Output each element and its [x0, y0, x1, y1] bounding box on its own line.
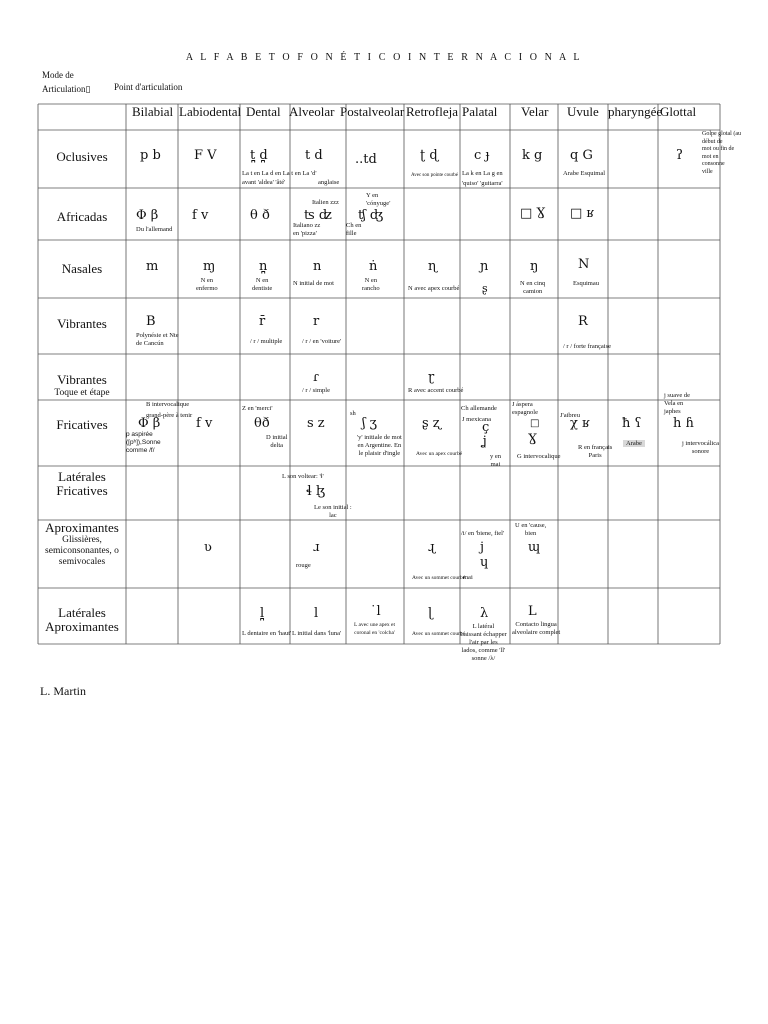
row-header-vibrantes-tap: Vibrantes	[57, 372, 107, 387]
note-ocl-uvule: Arabe Esquimal	[563, 170, 606, 177]
symbol-apr-palatal-2: ɥ	[480, 555, 489, 570]
col-header-retrofleja: Retrofleja	[406, 104, 458, 119]
symbol-tap-retrofleja: ɽ	[428, 370, 435, 385]
symbol-lap-retrofleja: ɭ	[428, 606, 433, 621]
col-header-bilabial: Bilabial	[132, 104, 174, 119]
symbol-ocl-retrofleja: ʈ ɖ	[420, 148, 438, 163]
symbol-vib-uvule: R	[578, 314, 588, 329]
symbol-nas-palatal: ɲ	[480, 259, 489, 274]
symbol-lap-dental-glyph: l̪	[260, 606, 265, 621]
row-header-aproximantes	[38, 521, 126, 568]
note-latf-alveolar-2: Le son initial : lac	[314, 504, 352, 519]
note-nas-postalveolar: N en rancho	[362, 277, 380, 292]
note-vib-alveolar: / r / en 'voiture'	[302, 338, 342, 345]
note-tap-alveolar: / r / simple	[302, 387, 330, 394]
note-ocl-dental-1: La t en La d en La t en La 'd'	[242, 170, 317, 177]
symbol-fri-bilabial: Φ β	[138, 416, 161, 431]
symbol-fri-palatal-1: ç	[482, 420, 490, 435]
symbol-fri-retrofleja: ʂ ʐ	[422, 416, 441, 431]
row-header-lateral-fricatives-line1: Latérales	[58, 469, 106, 484]
symbol-nas-bilabial: m	[146, 259, 159, 274]
symbol-afr-alveolar: ʦ ʣ	[304, 208, 332, 223]
note-vib-dental: / r / multiple	[250, 338, 283, 345]
note-fri-palatal-1: Ch allemande	[461, 405, 497, 412]
note-fri-palatal-2: J mexicana	[462, 416, 492, 423]
symbol-ocl-bilabial: p b	[140, 148, 161, 163]
row-header-fricatives: Fricatives	[56, 417, 108, 432]
symbol-nas-alveolar: n	[313, 259, 322, 274]
symbol-fri-palatal-2: ʝ	[482, 434, 487, 449]
row-header-aproximantes-line4: semivocales	[58, 557, 106, 567]
note-tap-glottal: j suave de Vela en japhes	[664, 392, 690, 415]
note-fri-dental-1: Z en 'merci'	[242, 405, 273, 412]
note-afr-bilabial: Du l'allemand	[136, 226, 173, 233]
row-header-lateral-fricatives-line2: Fricatives	[56, 483, 108, 498]
symbol-vib-alveolar: r	[313, 314, 320, 329]
note-nas-uvule: Esquimau	[573, 280, 599, 287]
symbol-nas-velar: ŋ	[530, 259, 539, 274]
symbol-nas-retrofleja: ɳ	[428, 259, 438, 274]
row-header-lateral-aproximantes-line2: Aproximantes	[45, 619, 119, 634]
symbol-apr-labiodental: ʋ	[204, 540, 212, 555]
row-header-oclusives: Oclusives	[56, 149, 108, 164]
note-fri-velar-1: J áspera espagnole	[512, 401, 538, 416]
row-header-lateral-aproximantes	[38, 606, 126, 634]
note-vib-uvule: / r / forte française	[563, 343, 612, 350]
symbol-nas-uvule: N	[578, 257, 590, 272]
note-fri-bilabial-3: p aspirée ([pʰ]),Sonne comme /f/	[126, 431, 161, 454]
symbol-lap-alveolar: l	[314, 606, 319, 621]
symbol-ocl-palatal: c ɟ	[474, 148, 490, 163]
symbol-ocl-velar: k g	[522, 148, 543, 163]
note-apr-retrofleja: Avec un sommet courbé	[412, 575, 466, 581]
note-ocl-retrofleja: Avec son pointe courbé	[411, 173, 458, 178]
note-apr-velar: U en 'cause, bien	[515, 522, 547, 537]
missing-glyph-icon: ▯	[85, 84, 91, 94]
note-lap-velar: Contacto lingua alveolaire complet	[512, 621, 561, 636]
note-lap-palatal: L latéral Laissant échapper l'air par les lados, comme 'll' sonne /λ/	[460, 623, 507, 662]
col-header-velar: Velar	[521, 104, 549, 119]
note-nas-labiodental: N en enfermo	[196, 277, 218, 292]
note-fri-uvule-2: R en français Paris	[578, 444, 613, 459]
note-tap-retrofleja: R avec accent courbé	[408, 387, 464, 394]
mode-label-line1: Mode de	[42, 70, 74, 80]
note-fri-postalveolar-1: sh	[350, 410, 356, 417]
note-nas-dental: N en dentiste	[252, 277, 273, 292]
note-nas-velar: N en cinq camion	[520, 280, 546, 295]
symbol-fri-uvule: χ ʁ	[570, 416, 590, 431]
col-header-alveolar: Alveolar	[289, 104, 335, 119]
symbol-afr-postalveolar: ʧ ʤ	[358, 208, 384, 223]
symbol-ocl-dental: t̪ d̪	[250, 148, 268, 163]
symbol-lap-velar: L	[528, 604, 537, 619]
note-afr-alveolar-2: Italiano zz en 'pizza'	[293, 222, 321, 237]
col-header-uvule: Uvule	[567, 104, 599, 119]
symbol-latf-alveolar: ɬ ɮ	[306, 484, 326, 499]
row-header-lateral-fricatives	[38, 470, 126, 498]
symbol-ocl-uvule: q G	[570, 148, 593, 163]
row-header-vibrantes: Vibrantes	[57, 316, 107, 331]
note-nas-alveolar: N initial de mot	[293, 280, 334, 287]
symbol-ocl-alveolar: t d	[305, 148, 323, 163]
symbol-fri-dental: θð	[254, 416, 270, 431]
note-fri-palatal-3: y en mai	[490, 453, 502, 468]
symbol-vib-dental: r̄	[259, 314, 266, 329]
row-header-aproximantes-line2: Glissières,	[62, 535, 102, 545]
col-header-dental: Dental	[246, 104, 281, 119]
symbol-nas-palatal-extra: ʂ	[482, 282, 488, 295]
mode-label	[42, 68, 90, 96]
col-header-pharyngee: pharyngée	[608, 104, 663, 119]
symbol-apr-palatal-1: j	[480, 540, 485, 555]
symbol-lap-palatal: λ	[480, 606, 489, 621]
symbol-fri-labiodental: f v	[196, 416, 213, 431]
symbol-nas-postalveolar: ṅ	[369, 259, 378, 274]
note-fri-postalveolar-2: 'y' initiale de mot en Argentine. En le plaisir d'ingle	[357, 434, 402, 457]
col-header-palatal: Palatal	[462, 104, 498, 119]
note-fri-velar-2: G intervocalique	[517, 453, 561, 460]
symbol-ocl-labiodental: F V	[194, 148, 217, 163]
note-lap-retrofleja: Avec un sommet courbé	[412, 631, 466, 637]
symbol-fri-alveolar: s z	[307, 416, 325, 431]
row-header-nasales: Nasales	[61, 261, 103, 276]
note-lap-postalveolar: L avec une apex et coronal en 'colcha'	[354, 622, 396, 636]
note-vib-bilabial: Polynésie et Nte de Cancún	[136, 332, 179, 347]
mode-label-text: Articulation	[42, 84, 86, 94]
row-subheader-toque: Toque et étape	[54, 388, 110, 398]
note-fri-retrofleja: Avec un apex courbé	[416, 451, 463, 457]
row-header-lateral-aproximantes-line1: Latérales	[58, 605, 106, 620]
col-header-labiodental: Labiodental	[179, 104, 242, 119]
note-ocl-alveolar: anglaise	[318, 179, 340, 186]
col-header-postalveolar: Postalveolar	[340, 104, 405, 119]
note-nas-retrofleja: N avec apex courbé	[408, 285, 460, 292]
note-ocl-palatal-1: La k en La g en	[462, 170, 503, 177]
note-fri-uvule-1: J'aibreu	[560, 412, 580, 419]
symbol-fri-postalveolar: ʃ ʒ	[362, 416, 377, 431]
symbol-afr-dental: θ ð	[250, 208, 270, 223]
note-lap-alveolar: L initial dans 'luna'	[292, 630, 342, 637]
symbol-nas-labiodental: ɱ	[203, 259, 216, 274]
point-label: Point d'articulation	[114, 82, 183, 92]
symbol-fri-velar-2: Ɣ	[528, 432, 538, 447]
page-title: A L F A B E T O F O N É T I C O I N T E R N A C I O N A L	[185, 52, 583, 63]
note-latf-alveolar-1: L son voltear: 'ɬ'	[282, 473, 324, 480]
symbol-fri-glottal: h ɦ	[673, 416, 694, 431]
note-fri-dental-2: D initial delta	[266, 434, 288, 449]
note-afr-postalveolar-2: Ch en fille	[346, 222, 362, 237]
note-afr-alveolar-1: Italien zzz	[312, 199, 339, 206]
symbol-fri-pharyngee: ħ ʕ	[622, 416, 642, 431]
symbol-ocl-postalveolar: ..td	[355, 152, 377, 167]
note-lap-dental: L dentaire en 'haut'	[242, 630, 292, 637]
symbol-tap-alveolar: ɾ	[313, 370, 319, 385]
note-apr-alveolar: rouge	[296, 562, 311, 569]
note-fri-bilabial-1: B intervocalique	[146, 401, 190, 408]
symbol-afr-velar: □ Ɣ	[520, 206, 546, 221]
symbol-ocl-glottal: ʔ	[676, 148, 683, 163]
symbol-apr-alveolar: ɹ	[313, 540, 320, 555]
row-header-africadas: Africadas	[56, 209, 108, 224]
row-header-aproximantes-line3: semiconsonantes, o	[45, 546, 119, 556]
note-apr-palatal-1: /i/ en 'biene, fiel'	[461, 530, 505, 537]
symbol-vib-bilabial: B	[146, 314, 156, 329]
mode-label-line2	[42, 82, 90, 96]
note-fri-glottal: j intervocálica sonore	[682, 440, 719, 455]
symbol-nas-dental: n̪	[259, 259, 268, 274]
note-fri-pharyngee: Arabe	[623, 440, 645, 447]
author-signature: L. Martin	[40, 684, 86, 698]
symbol-apr-velar: ɰ	[528, 540, 541, 555]
note-afr-postalveolar-1: Y en 'cónyuge'	[366, 192, 391, 207]
col-header-glottal: Glottal	[660, 104, 697, 119]
row-header-aproximantes-line1: Aproximantes	[45, 520, 119, 535]
note-apr-palatal-2: mai	[463, 574, 473, 581]
symbol-afr-bilabial: Φ β	[136, 208, 159, 223]
symbol-apr-retrofleja: ɻ	[428, 540, 436, 555]
note-ocl-glottal: Golpe glotal (au début de mot ou fin de mot en consonne ville	[702, 131, 741, 175]
symbol-fri-velar-1: □	[530, 418, 540, 429]
note-ocl-palatal-2: 'quiso' 'guitarra'	[462, 180, 503, 187]
note-ocl-dental-2: avant 'aldea' 'âté'	[242, 179, 286, 186]
symbol-afr-labiodental: f v	[192, 208, 209, 223]
symbol-afr-uvule: □ ʁ	[570, 206, 594, 221]
symbol-lap-postalveolar: ˙l	[370, 604, 381, 619]
note-fri-bilabial-2: grand-père à tenir	[146, 412, 193, 419]
